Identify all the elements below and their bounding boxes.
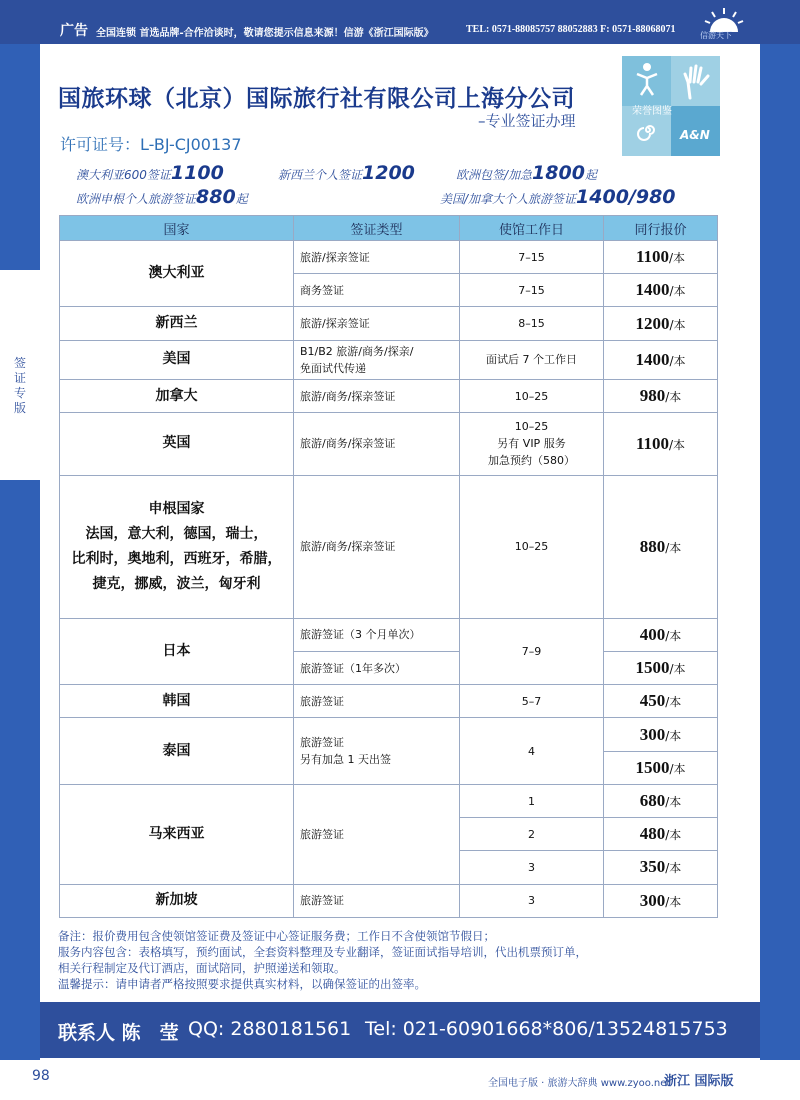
price-cell: 1100/本	[604, 241, 718, 274]
table-row	[60, 618, 718, 651]
days-cell: 5–7	[460, 685, 604, 718]
country-cell: 加拿大	[60, 379, 294, 412]
table-row	[60, 685, 718, 718]
price-cell: 300/本	[604, 884, 718, 917]
price-cell: 1400/本	[604, 274, 718, 307]
visa-type-cell: 旅游/商务/探亲签证	[294, 413, 460, 475]
price-cell: 400/本	[604, 618, 718, 651]
days-cell: 8–15	[460, 307, 604, 340]
top-ad-bar	[0, 0, 800, 44]
promo-newzealand: 新西兰个人签证1200	[278, 162, 415, 184]
table-header-row	[60, 216, 718, 241]
table-row	[60, 413, 718, 475]
promo-europe: 欧洲包签/加急1800起	[456, 162, 597, 184]
footer-site: 全国电子版 · 旅游大辞典 www.zyoo.net	[488, 1078, 671, 1089]
table-row	[60, 307, 718, 340]
visa-type-cell: 旅游签证	[294, 784, 460, 884]
contact-qq: QQ: 2880181561	[188, 1018, 352, 1040]
company-name: 国旅环球（北京）国际旅行社有限公司上海分公司	[58, 86, 575, 112]
days-cell: 7–15	[460, 274, 604, 307]
days-cell: 7–15	[460, 241, 604, 274]
country-cell: 日本	[60, 618, 294, 684]
brand-logo	[622, 56, 720, 156]
footer-region: 浙江 国际版	[664, 1074, 734, 1089]
price-cell: 1200/本	[604, 307, 718, 340]
days-cell: 4	[460, 718, 604, 784]
days-cell: 3	[460, 851, 604, 884]
country-cell: 泰国	[60, 718, 294, 784]
spiral-icon	[636, 118, 660, 142]
contact-tel: Tel: 021-60901668*806/13524815753	[365, 1018, 728, 1040]
company-subtitle: –专业签证办理	[478, 112, 576, 130]
visa-type-cell: B1/B2 旅游/商务/探亲/ 免面试代传递	[294, 340, 460, 379]
days-cell: 3	[460, 884, 604, 917]
brand-an: A&N	[680, 128, 710, 142]
price-cell: 480/本	[604, 818, 718, 851]
promo-australia: 澳大利亚600签证1100	[76, 162, 224, 184]
table-row	[60, 884, 718, 917]
visa-type-cell: 旅游/商务/探亲签证	[294, 379, 460, 412]
price-cell: 350/本	[604, 851, 718, 884]
price-cell: 1500/本	[604, 651, 718, 684]
left-side-band	[0, 44, 40, 1060]
contact-bar	[40, 1002, 760, 1058]
days-cell: 1	[460, 784, 604, 817]
country-cell: 新加坡	[60, 884, 294, 917]
visa-type-cell: 旅游签证（3 个月单次）	[294, 618, 460, 651]
ad-tel: TEL: 0571-88085757 88052883 F: 0571-88068071	[466, 24, 676, 35]
price-cell: 1100/本	[604, 413, 718, 475]
price-cell: 980/本	[604, 379, 718, 412]
note-line: 相关行程制定及代订酒店，面试陪同，护照递送和领取。	[58, 961, 346, 975]
days-cell: 2	[460, 818, 604, 851]
header-country: 国家	[60, 216, 294, 241]
price-cell: 450/本	[604, 685, 718, 718]
promo-schengen: 欧洲申根个人旅游签证880起	[76, 186, 248, 208]
table-row	[60, 379, 718, 412]
visa-type-cell: 旅游/探亲签证	[294, 307, 460, 340]
visa-price-table	[59, 215, 718, 918]
header-workdays: 使馆工作日	[460, 216, 604, 241]
table-row	[60, 718, 718, 751]
table-row	[60, 784, 718, 817]
header-price: 同行报价	[604, 216, 718, 241]
country-cell: 新西兰	[60, 307, 294, 340]
promo-usa-canada: 美国/加拿大个人旅游签证1400/980	[440, 186, 676, 208]
page-footer	[0, 1060, 800, 1100]
visa-type-cell: 旅游签证（1年多次）	[294, 651, 460, 684]
notes-block	[58, 928, 708, 992]
license-number: 许可证号：L-BJ-CJ00137	[60, 135, 242, 154]
visa-type-cell: 旅游/商务/探亲签证	[294, 475, 460, 618]
logo-text: 信游天下	[700, 31, 732, 40]
note-line: 备注：报价费用包含使领馆签证费及签证中心签证服务费；工作日不含使领馆节假日；	[58, 929, 495, 943]
price-cell: 1400/本	[604, 340, 718, 379]
visa-type-cell: 旅游签证	[294, 685, 460, 718]
brand-name: 荣誉图鉴	[632, 106, 672, 117]
ad-slogan: 全国连锁 首选品牌-合作洽谈时，敬请您提示信息来源！信游《浙江国际版》	[96, 28, 434, 39]
visa-type-cell: 旅游/探亲签证	[294, 241, 460, 274]
country-cell: 澳大利亚	[60, 241, 294, 307]
note-line: 温馨提示：请申请者严格按照要求提供真实材料，以确保签证的出签率。	[58, 977, 426, 991]
table-row	[60, 241, 718, 274]
figure-icon	[636, 62, 658, 96]
note-line: 服务内容包含：表格填写，预约面试，全套资料整理及专业翻译，签证面试指导培训，代出机票预订单，	[58, 945, 587, 959]
right-side-band	[760, 44, 800, 1060]
table-row	[60, 340, 718, 379]
price-cell: 680/本	[604, 784, 718, 817]
country-cell: 美国	[60, 340, 294, 379]
country-cell: 申根国家 法国，意大利，德国，瑞士， 比利时，奥地利，西班牙，希腊， 捷克，挪威，波兰，匈牙利	[60, 475, 294, 618]
days-cell: 10–25	[460, 379, 604, 412]
days-cell: 10–25 另有 VIP 服务 加急预约（580）	[460, 413, 604, 475]
days-cell: 7–9	[460, 618, 604, 684]
side-tab-label: 签证专版	[13, 356, 26, 415]
header-visa-type: 签证类型	[294, 216, 460, 241]
visa-type-cell: 商务签证	[294, 274, 460, 307]
country-cell: 英国	[60, 413, 294, 475]
visa-type-cell: 旅游签证 另有加急 1 天出签	[294, 718, 460, 784]
table-row	[60, 475, 718, 618]
hand-icon	[682, 64, 712, 100]
price-cell: 300/本	[604, 718, 718, 751]
country-cell: 韩国	[60, 685, 294, 718]
days-cell: 面试后 7 个工作日	[460, 340, 604, 379]
price-cell: 1500/本	[604, 751, 718, 784]
price-cell: 880/本	[604, 475, 718, 618]
contact-person: 联系人 陈 莹	[58, 1022, 179, 1044]
visa-type-cell: 旅游签证	[294, 884, 460, 917]
country-cell: 马来西亚	[60, 784, 294, 884]
days-cell: 10–25	[460, 475, 604, 618]
ad-label: 广告	[60, 23, 88, 39]
page-number: 98	[32, 1068, 50, 1084]
